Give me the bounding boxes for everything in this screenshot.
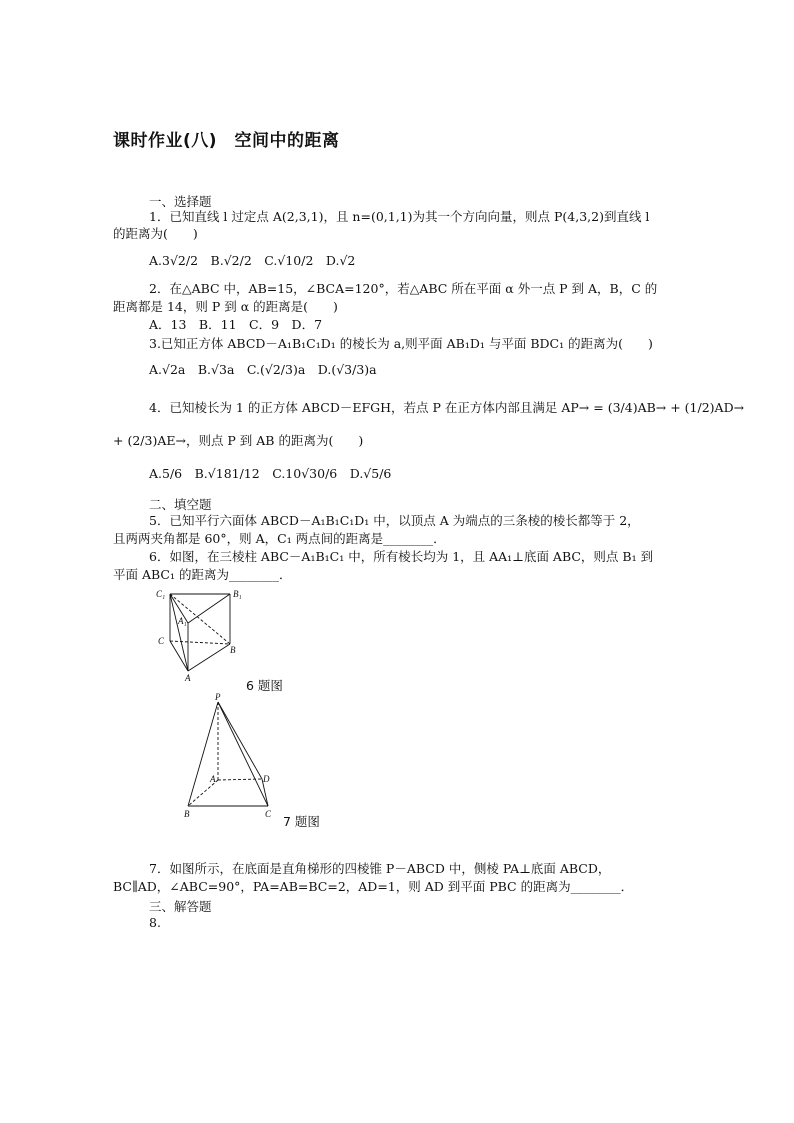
section-fill: 二、填空题 (149, 497, 212, 512)
edge-a-b (188, 644, 230, 671)
section-choice: 一、选择题 (149, 194, 212, 209)
q6-line2: 平面 ABC₁ 的距离为________． (113, 567, 292, 582)
q4-line1: 4．已知棱长为 1 的正方体 ABCD－EFGH，若点 P 在正方体内部且满足 AP→ = (3/4)AB→ + (1/2)AD→ (149, 400, 745, 415)
edge-p-b (188, 702, 218, 806)
edge-b1-a1 (188, 594, 230, 623)
figure-7-pyramid (180, 692, 280, 822)
label-c1: C₁ (156, 589, 166, 599)
label-c: C (265, 809, 272, 819)
q4-line2: + (2/3)AE→，则点 P 到 AB 的距离为( ) (113, 433, 364, 448)
label-b: B (184, 809, 190, 819)
q1-line1: 1．已知直线 l 过定点 A(2,3,1)，且 n=(0,1,1)为其一个方向向量，则点 P(4,3,2)到直线 l (149, 209, 650, 224)
q3-line1: 3.已知正方体 ABCD－A₁B₁C₁D₁ 的棱长为 a,则平面 AB₁D₁ 与平面 BDC₁ 的距离为( ) (149, 336, 653, 351)
edge-p-d (218, 702, 262, 779)
figure-7-caption: 7 题图 (283, 814, 320, 829)
edge-c-a (170, 641, 188, 671)
edge-p-c (218, 702, 268, 806)
label-p: P (215, 692, 221, 702)
figure-6-caption: 6 题图 (246, 678, 283, 693)
q8-label: 8. (149, 915, 161, 930)
edge-c1-a (170, 594, 188, 671)
label-a: A (210, 774, 216, 784)
q6-line1: 6．如图，在三棱柱 ABC－A₁B₁C₁ 中，所有棱长均为 1，且 AA₁⊥底面 ABC，则点 B₁ 到 (149, 549, 654, 564)
q3-options: A.√2a B.√3a C.(√2/3)a D.(√3/3)a (149, 362, 377, 377)
page-title: 课时作业(八) 空间中的距离 (113, 131, 340, 151)
q7-line2: BC∥AD，∠ABC=90°，PA=AB=BC=2，AD=1，则 AD 到平面 PBC 的距离为________． (113, 879, 634, 894)
label-a: A (185, 673, 191, 683)
label-a1: A₁ (178, 616, 187, 626)
q1-line2: 的距离为( ) (113, 226, 198, 241)
figure-6-prism (150, 586, 250, 686)
q1-options: A.3√2/2 B.√2/2 C.√10/2 D.√2 (149, 253, 356, 268)
edge-c-b-hidden (170, 641, 230, 644)
q4-options: A.5/6 B.√181/12 C.10√30/6 D.√5/6 (149, 466, 392, 481)
label-b1: B₁ (233, 589, 242, 599)
q5-line1: 5．已知平行六面体 ABCD－A₁B₁C₁D₁ 中，以顶点 A 为端点的三条棱的棱长都等于 2， (149, 513, 640, 528)
section-answer: 三、解答题 (149, 899, 212, 914)
label-d: D (263, 774, 270, 784)
label-c: C (158, 636, 165, 646)
q2-line1: 2．在△ABC 中，AB=15，∠BCA=120°，若△ABC 所在平面 α 外一点 P 到 A，B，C 的 (149, 281, 658, 296)
q2-options: A．13 B．11 C．9 D．7 (149, 317, 323, 332)
q7-line1: 7．如图所示，在底面是直角梯形的四棱锥 P－ABCD 中，侧棱 PA⊥底面 ABCD， (149, 861, 611, 876)
q2-line2: 距离都是 14，则 P 到 α 的距离是( ) (113, 299, 338, 314)
q5-line2: 且两两夹角都是 60°，则 A，C₁ 两点间的距离是________． (113, 531, 446, 546)
label-b: B (230, 645, 236, 655)
